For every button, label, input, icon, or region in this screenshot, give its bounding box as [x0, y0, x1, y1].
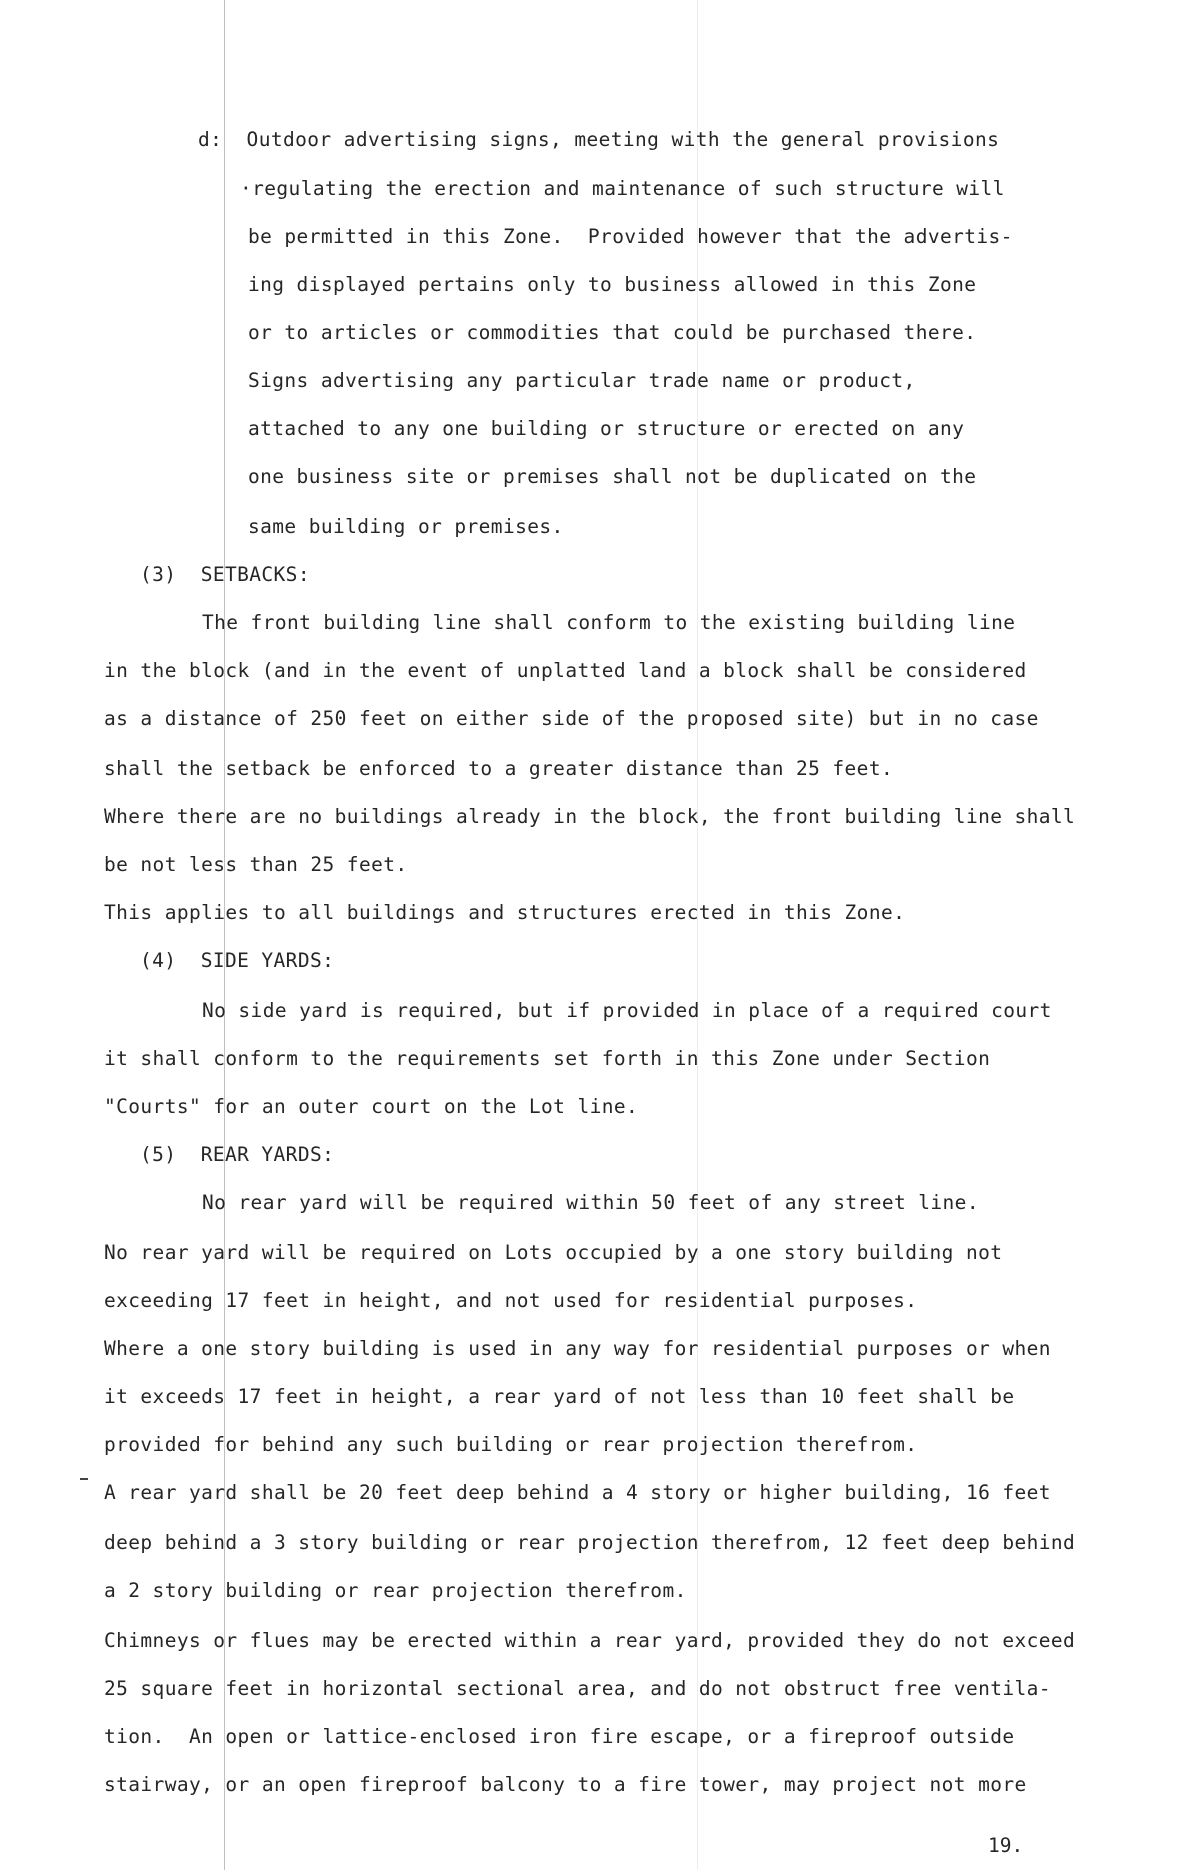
text-line: be permitted in this Zone. Provided however that the advertis- [248, 225, 1013, 248]
text-line: Chimneys or flues may be erected within a rear yard, provided they do not exceed [104, 1629, 1076, 1652]
text-line: one business site or premises shall not be duplicated on the [248, 465, 977, 488]
text-line: ing displayed pertains only to business allowed in this Zone [248, 273, 977, 296]
text-line: as a distance of 250 feet on either side of the proposed site) but in no case [104, 707, 1039, 730]
page-number: 19. [988, 1834, 1024, 1857]
section-heading-setbacks: (3) SETBACKS: [140, 563, 310, 586]
text-line: it shall conform to the requirements set forth in this Zone under Section [104, 1047, 991, 1070]
text-line: This applies to all buildings and structures erected in this Zone. [104, 901, 906, 924]
text-line: The front building line shall conform to the existing building line [202, 611, 1016, 634]
text-line: stairway, or an open fireproof balcony to a fire tower, may project not more [104, 1773, 1027, 1796]
text-line: exceeding 17 feet in height, and not used for residential purposes. [104, 1289, 918, 1312]
text-line: deep behind a 3 story building or rear projection therefrom, 12 feet deep behind [104, 1531, 1076, 1554]
text-line: it exceeds 17 feet in height, a rear yard of not less than 10 feet shall be [104, 1385, 1015, 1408]
text-line: same building or premises. [248, 515, 564, 538]
text-line: No rear yard will be required on Lots occupied by a one story building not [104, 1241, 1003, 1264]
text-line: attached to any one building or structure or erected on any [248, 417, 965, 440]
text-line: ·regulating the erection and maintenance of such structure will [240, 177, 1005, 200]
text-line: Signs advertising any particular trade name or product, [248, 369, 916, 392]
text-line: tion. An open or lattice-enclosed iron fire escape, or a fireproof outside [104, 1725, 1015, 1748]
section-heading-rear-yards: (5) REAR YARDS: [140, 1143, 335, 1166]
text-line: provided for behind any such building or rear projection therefrom. [104, 1433, 918, 1456]
text-line: No rear yard will be required within 50 feet of any street line. [202, 1191, 979, 1214]
text-line: 25 square feet in horizontal sectional area, and do not obstruct free ventila- [104, 1677, 1051, 1700]
text-line: a 2 story building or rear projection therefrom. [104, 1579, 687, 1602]
text-line: shall the setback be enforced to a greater distance than 25 feet. [104, 757, 894, 780]
text-line: in the block (and in the event of unplatted land a block shall be considered [104, 659, 1027, 682]
text-line: "Courts" for an outer court on the Lot line. [104, 1095, 639, 1118]
text-line: Where a one story building is used in any way for residential purposes or when [104, 1337, 1051, 1360]
text-line: Where there are no buildings already in the block, the front building line shall [104, 805, 1076, 828]
text-line: No side yard is required, but if provided in place of a required court [202, 999, 1052, 1022]
text-line: be not less than 25 feet. [104, 853, 408, 876]
margin-mark [80, 1478, 88, 1480]
text-line: or to articles or commodities that could be purchased there. [248, 321, 977, 344]
text-line: d: Outdoor advertising signs, meeting with the general provisions [198, 128, 1000, 151]
text-line: A rear yard shall be 20 feet deep behind a 4 story or higher building, 16 feet [104, 1481, 1051, 1504]
section-heading-side-yards: (4) SIDE YARDS: [140, 949, 335, 972]
